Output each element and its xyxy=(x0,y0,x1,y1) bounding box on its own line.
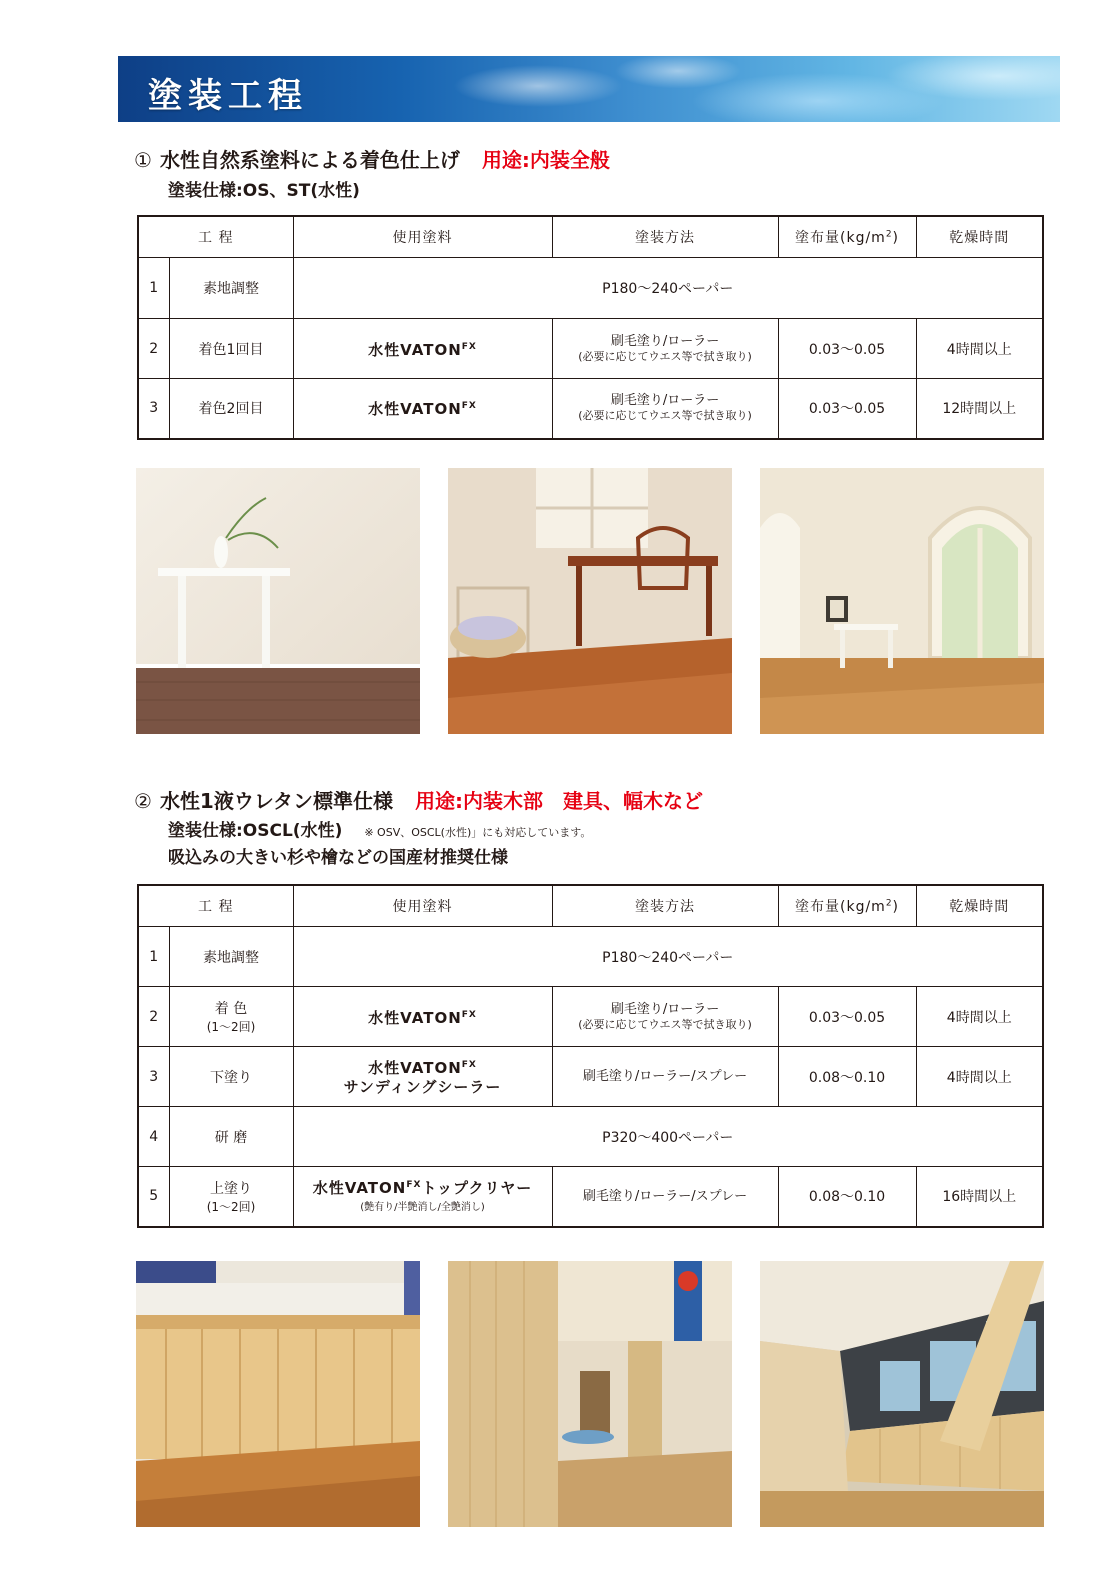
section2-heading xyxy=(134,785,703,814)
section2-use: 用途:内装木部 建具、幅木など xyxy=(415,789,704,813)
header-process: 工 程 xyxy=(138,885,293,927)
section2-number: ② xyxy=(134,789,152,813)
row-dry: 4時間以上 xyxy=(916,319,1043,379)
section-banner xyxy=(118,56,1060,122)
interior-photo-cedar-wainscot xyxy=(136,1261,420,1527)
section2-title: 水性1液ウレタン標準仕様 xyxy=(159,789,394,813)
section1-use: 用途:内装全般 xyxy=(481,148,610,172)
section1-title: 水性自然系塗料による着色仕上げ xyxy=(159,148,460,172)
table-row xyxy=(138,1107,1043,1167)
row-step: 下塗り xyxy=(169,1047,293,1107)
interior-photo-white-table xyxy=(136,468,420,734)
table-row xyxy=(138,987,1043,1047)
header-method: 塗装方法 xyxy=(552,216,778,258)
section2-spec: 塗装仕様:OSCL(水性) xyxy=(168,821,343,841)
row-method: 刷毛塗り/ローラー (必要に応じてウエス等で拭き取り) xyxy=(552,379,778,439)
row-method: 刷毛塗り/ローラー/スプレー xyxy=(552,1167,778,1227)
row-paint: 水性$VATON^{FX}$ xyxy=(293,987,552,1047)
row-method: 刷毛塗り/ローラー/スプレー xyxy=(552,1047,778,1107)
table-row xyxy=(138,258,1043,319)
row-paint: 水性$VATON^{FX}$ xyxy=(293,379,552,439)
row-amount: 0.03〜0.05 xyxy=(778,379,916,439)
row-number: 2 xyxy=(138,987,169,1047)
header-paint: 使用塗料 xyxy=(293,885,552,927)
header-dry: 乾燥時間 xyxy=(916,885,1043,927)
row-amount: 0.08〜0.10 xyxy=(778,1047,916,1107)
table-row xyxy=(138,319,1043,379)
table-header-row xyxy=(138,885,1043,927)
section2-note: ※ OSV、OSCL(水性)」にも対応しています。 xyxy=(364,826,592,839)
row-step: 着 色 (1〜2回) xyxy=(169,987,293,1047)
row-paint: 水性$VATON^{FX}$トップクリヤー (艶有り/半艶消し/全艶消し) xyxy=(293,1167,552,1227)
row-number: 5 xyxy=(138,1167,169,1227)
row-method: 刷毛塗り/ローラー (必要に応じてウエス等で拭き取り) xyxy=(552,319,778,379)
row-number: 3 xyxy=(138,379,169,439)
header-method: 塗装方法 xyxy=(552,885,778,927)
header-amount: 塗布量$(kg/m^2)$ xyxy=(778,885,916,927)
header-process: 工 程 xyxy=(138,216,293,258)
row-dry: 4時間以上 xyxy=(916,987,1043,1047)
interior-photo-corridor xyxy=(760,1261,1044,1527)
header-dry: 乾燥時間 xyxy=(916,216,1043,258)
row-step: 素地調整 xyxy=(169,927,293,987)
section1-spec: 塗装仕様:OS、ST(水性) xyxy=(168,181,360,201)
process-table-1 xyxy=(137,215,1044,440)
row-step: 着色1回目 xyxy=(169,319,293,379)
row-step: 素地調整 xyxy=(169,258,293,319)
row-merged-spec: P180〜240ペーパー xyxy=(293,927,1043,987)
row-dry: 12時間以上 xyxy=(916,379,1043,439)
row-amount: 0.03〜0.05 xyxy=(778,319,916,379)
row-amount: 0.03〜0.05 xyxy=(778,987,916,1047)
row-step: 上塗り (1〜2回) xyxy=(169,1167,293,1227)
table-row xyxy=(138,927,1043,987)
row-number: 3 xyxy=(138,1047,169,1107)
section2-recommend: 吸込みの大きい杉や檜などの国産材推奨仕様 xyxy=(168,848,508,868)
row-paint: 水性$VATON^{FX}$ xyxy=(293,319,552,379)
section2-spec-line xyxy=(168,816,591,841)
table-row xyxy=(138,1167,1043,1227)
row-step: 研 磨 xyxy=(169,1107,293,1167)
row-number: 4 xyxy=(138,1107,169,1167)
table-header-row xyxy=(138,216,1043,258)
row-method: 刷毛塗り/ローラー (必要に応じてウエス等で拭き取り) xyxy=(552,987,778,1047)
row-dry: 4時間以上 xyxy=(916,1047,1043,1107)
row-merged-spec: P180〜240ペーパー xyxy=(293,258,1043,319)
header-paint: 使用塗料 xyxy=(293,216,552,258)
row-number: 1 xyxy=(138,927,169,987)
interior-photo-desk-chair xyxy=(448,468,732,734)
row-paint: 水性$VATON^{FX}$ サンディングシーラー xyxy=(293,1047,552,1107)
table-row xyxy=(138,379,1043,439)
header-amount: 塗布量$(kg/m^2)$ xyxy=(778,216,916,258)
interior-photo-arched-window xyxy=(760,468,1044,734)
row-step: 着色2回目 xyxy=(169,379,293,439)
row-number: 2 xyxy=(138,319,169,379)
section1-heading xyxy=(134,144,610,173)
section1-number: ① xyxy=(134,148,152,172)
banner-title: 塗装工程 xyxy=(148,76,308,116)
row-amount: 0.08〜0.10 xyxy=(778,1167,916,1227)
row-merged-spec: P320〜400ペーパー xyxy=(293,1107,1043,1167)
row-number: 1 xyxy=(138,258,169,319)
row-dry: 16時間以上 xyxy=(916,1167,1043,1227)
process-table-2 xyxy=(137,884,1044,1228)
interior-photo-wooden-hall xyxy=(448,1261,732,1527)
table-row xyxy=(138,1047,1043,1107)
